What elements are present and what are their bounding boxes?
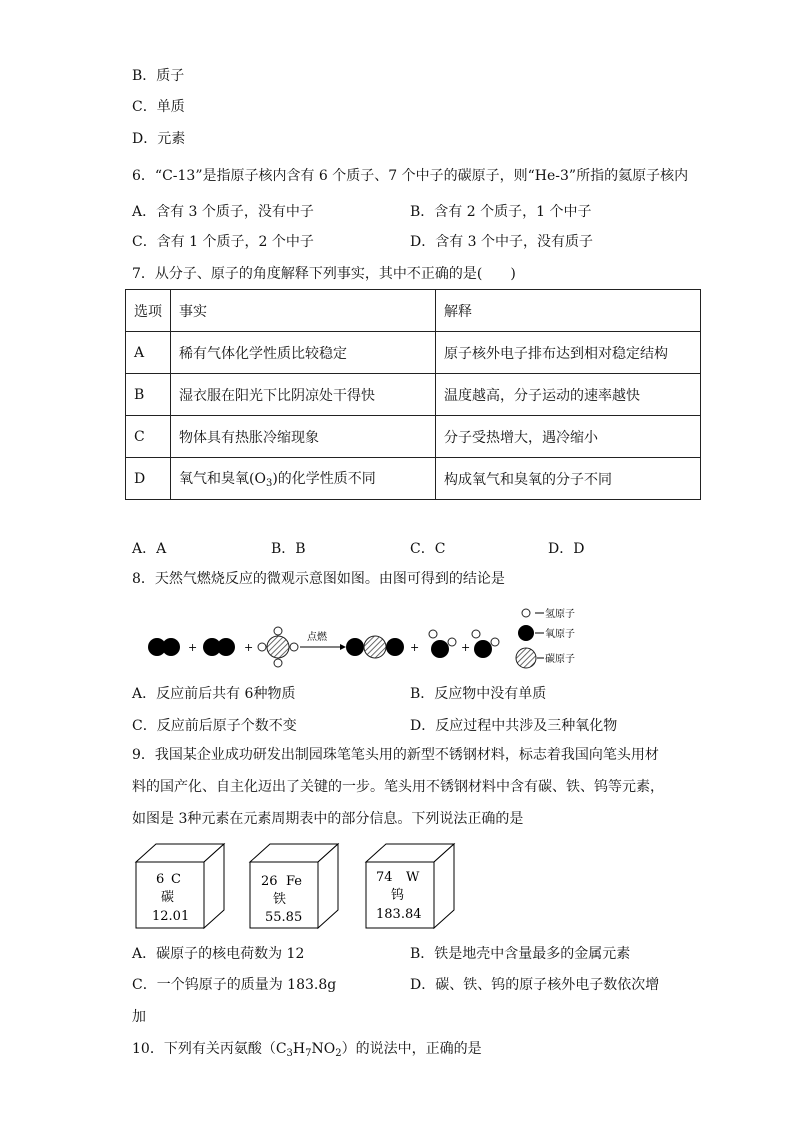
table-row: [126, 458, 701, 500]
plus-sign: +: [188, 641, 198, 654]
carbon-atom-icon: [516, 648, 536, 668]
q10-stem: [132, 1040, 482, 1063]
q8-option-c: C．反应前后原子个数不变: [132, 718, 297, 734]
atomic-number: 6: [156, 872, 165, 887]
atomic-mass: 183.84: [376, 907, 422, 922]
water-molecule-icon: [429, 630, 456, 658]
q5-option-d: D．元素: [132, 131, 186, 147]
q7-answer-a: A．A: [132, 541, 167, 557]
table-cell: 物体具有热胀冷缩现象: [171, 416, 436, 458]
subscript: 3: [265, 478, 273, 489]
legend: [516, 607, 575, 668]
q9-option-b: B．铁是地壳中含量最多的金属元素: [410, 946, 631, 962]
atomic-number: 74: [376, 870, 393, 885]
legend-label: 氢原子: [545, 609, 575, 620]
atomic-mass: 55.85: [265, 910, 303, 925]
q7-stem: 7．从分子、原子的角度解释下列事实，其中不正确的是( ): [132, 266, 516, 282]
table-cell: 稀有气体化学性质比较稳定: [171, 332, 436, 374]
q6-option-c: C．含有 1 个质子，2 个中子: [132, 234, 314, 250]
periodic-table-cells: [134, 842, 464, 932]
table-row: [126, 416, 701, 458]
table-header: 事实: [171, 290, 436, 332]
plus-sign: +: [461, 641, 471, 654]
legend-label: 碳原子: [545, 654, 575, 665]
reaction-diagram: [140, 604, 600, 670]
fact-text: 氧气和臭氧(O: [179, 471, 266, 487]
element-name: 钨: [391, 888, 405, 903]
oxygen-molecule-icon: [203, 638, 235, 656]
q6-option-b: B．含有 2 个质子，1 个中子: [410, 204, 592, 220]
q10-stem-text: ）的说法中，正确的是: [341, 1041, 482, 1057]
q7-answer-c: C．C: [410, 541, 446, 557]
q5-option-b: B．质子: [132, 68, 185, 84]
table-header: 选项: [126, 290, 171, 332]
q8-option-a: A．反应前后共有 6种物质: [132, 686, 296, 702]
q8-stem: 8．天然气燃烧反应的微观示意图如图。由图可得到的结论是: [132, 571, 505, 587]
q9-stem-line3: 如图是 3种元素在元素周期表中的部分信息。下列说法正确的是: [132, 811, 524, 827]
table-cell: [171, 458, 436, 500]
table-cell: D: [126, 458, 171, 500]
q9-option-d-continuation: 加: [132, 1009, 146, 1025]
methane-molecule-icon: [258, 627, 298, 667]
q9-stem-line1: 9．我国某企业成功研发出制园珠笔笔头用的新型不锈钢材料，标志着我国向笔头用材: [132, 747, 659, 763]
table-header-row: [126, 290, 701, 332]
legend-label: 氧原子: [545, 629, 575, 640]
element-symbol: Fe: [286, 874, 303, 889]
q8-option-b: B．反应物中没有单质: [410, 686, 547, 702]
formula-part: H: [292, 1041, 306, 1057]
q6-stem: 6．“C-13”是指原子核内含有 6 个质子、7 个中子的碳原子，则“He-3”所指的氦原子核内: [132, 168, 689, 184]
element-symbol: W: [406, 870, 420, 885]
subscript: 7: [305, 1048, 312, 1059]
subscript: 3: [286, 1048, 293, 1059]
table-cell: C: [126, 416, 171, 458]
element-symbol: C: [171, 872, 181, 887]
arrow-head-icon: [340, 644, 346, 650]
oxygen-atom-icon: [518, 625, 534, 641]
q6-option-d: D．含有 3 个中子，没有质子: [410, 234, 594, 250]
element-card-carbon: [136, 844, 224, 928]
subscript: 2: [335, 1048, 342, 1059]
q6-option-a: A．含有 3 个质子，没有中子: [132, 204, 314, 220]
oxygen-molecule-icon: [148, 638, 180, 656]
table-header: 解释: [436, 290, 701, 332]
fact-text: )的化学性质不同: [272, 471, 376, 487]
arrow-label: 点燃: [307, 632, 327, 643]
q7-answer-b: B．B: [271, 541, 306, 557]
table-cell: B: [126, 374, 171, 416]
q9-option-c: C．一个钨原子的质量为 183.8g: [132, 977, 337, 993]
table-cell: 温度越高，分子运动的速率越快: [436, 374, 701, 416]
q7-table: [125, 289, 701, 500]
q5-option-c: C．单质: [132, 99, 185, 115]
carbon-dioxide-molecule-icon: [346, 636, 404, 658]
table-cell: 构成氧气和臭氧的分子不同: [436, 458, 701, 500]
element-name: 铁: [273, 892, 287, 907]
table-row: [126, 374, 701, 416]
element-card-iron: [250, 844, 338, 928]
atomic-mass: 12.01: [152, 909, 190, 924]
table-cell: A: [126, 332, 171, 374]
table-row: [126, 332, 701, 374]
q10-stem-text: 10．下列有关丙氨酸（C: [132, 1041, 287, 1057]
q7-answer-d: D．D: [548, 541, 585, 557]
q8-option-d: D．反应过程中共涉及三种氧化物: [410, 718, 618, 734]
hydrogen-atom-icon: [522, 609, 530, 617]
table-cell: 湿衣服在阳光下比阴凉处干得快: [171, 374, 436, 416]
plus-sign: +: [410, 641, 420, 654]
formula-part: NO: [311, 1041, 336, 1057]
table-cell: 原子核外电子排布达到相对稳定结构: [436, 332, 701, 374]
q9-option-a: A．碳原子的核电荷数为 12: [132, 946, 305, 962]
atomic-number: 26: [261, 874, 278, 889]
water-molecule-icon: [472, 630, 499, 658]
q9-stem-line2: 料的国产化、自主化迈出了关键的一步。笔头用不锈钢材料中含有碳、铁、钨等元素，: [132, 779, 664, 795]
q9-option-d: D．碳、铁、钨的原子核外电子数依次增: [410, 977, 660, 993]
element-name: 碳: [161, 890, 175, 905]
table-cell: 分子受热增大，遇冷缩小: [436, 416, 701, 458]
plus-sign: +: [244, 641, 254, 654]
element-card-tungsten: [366, 844, 454, 928]
